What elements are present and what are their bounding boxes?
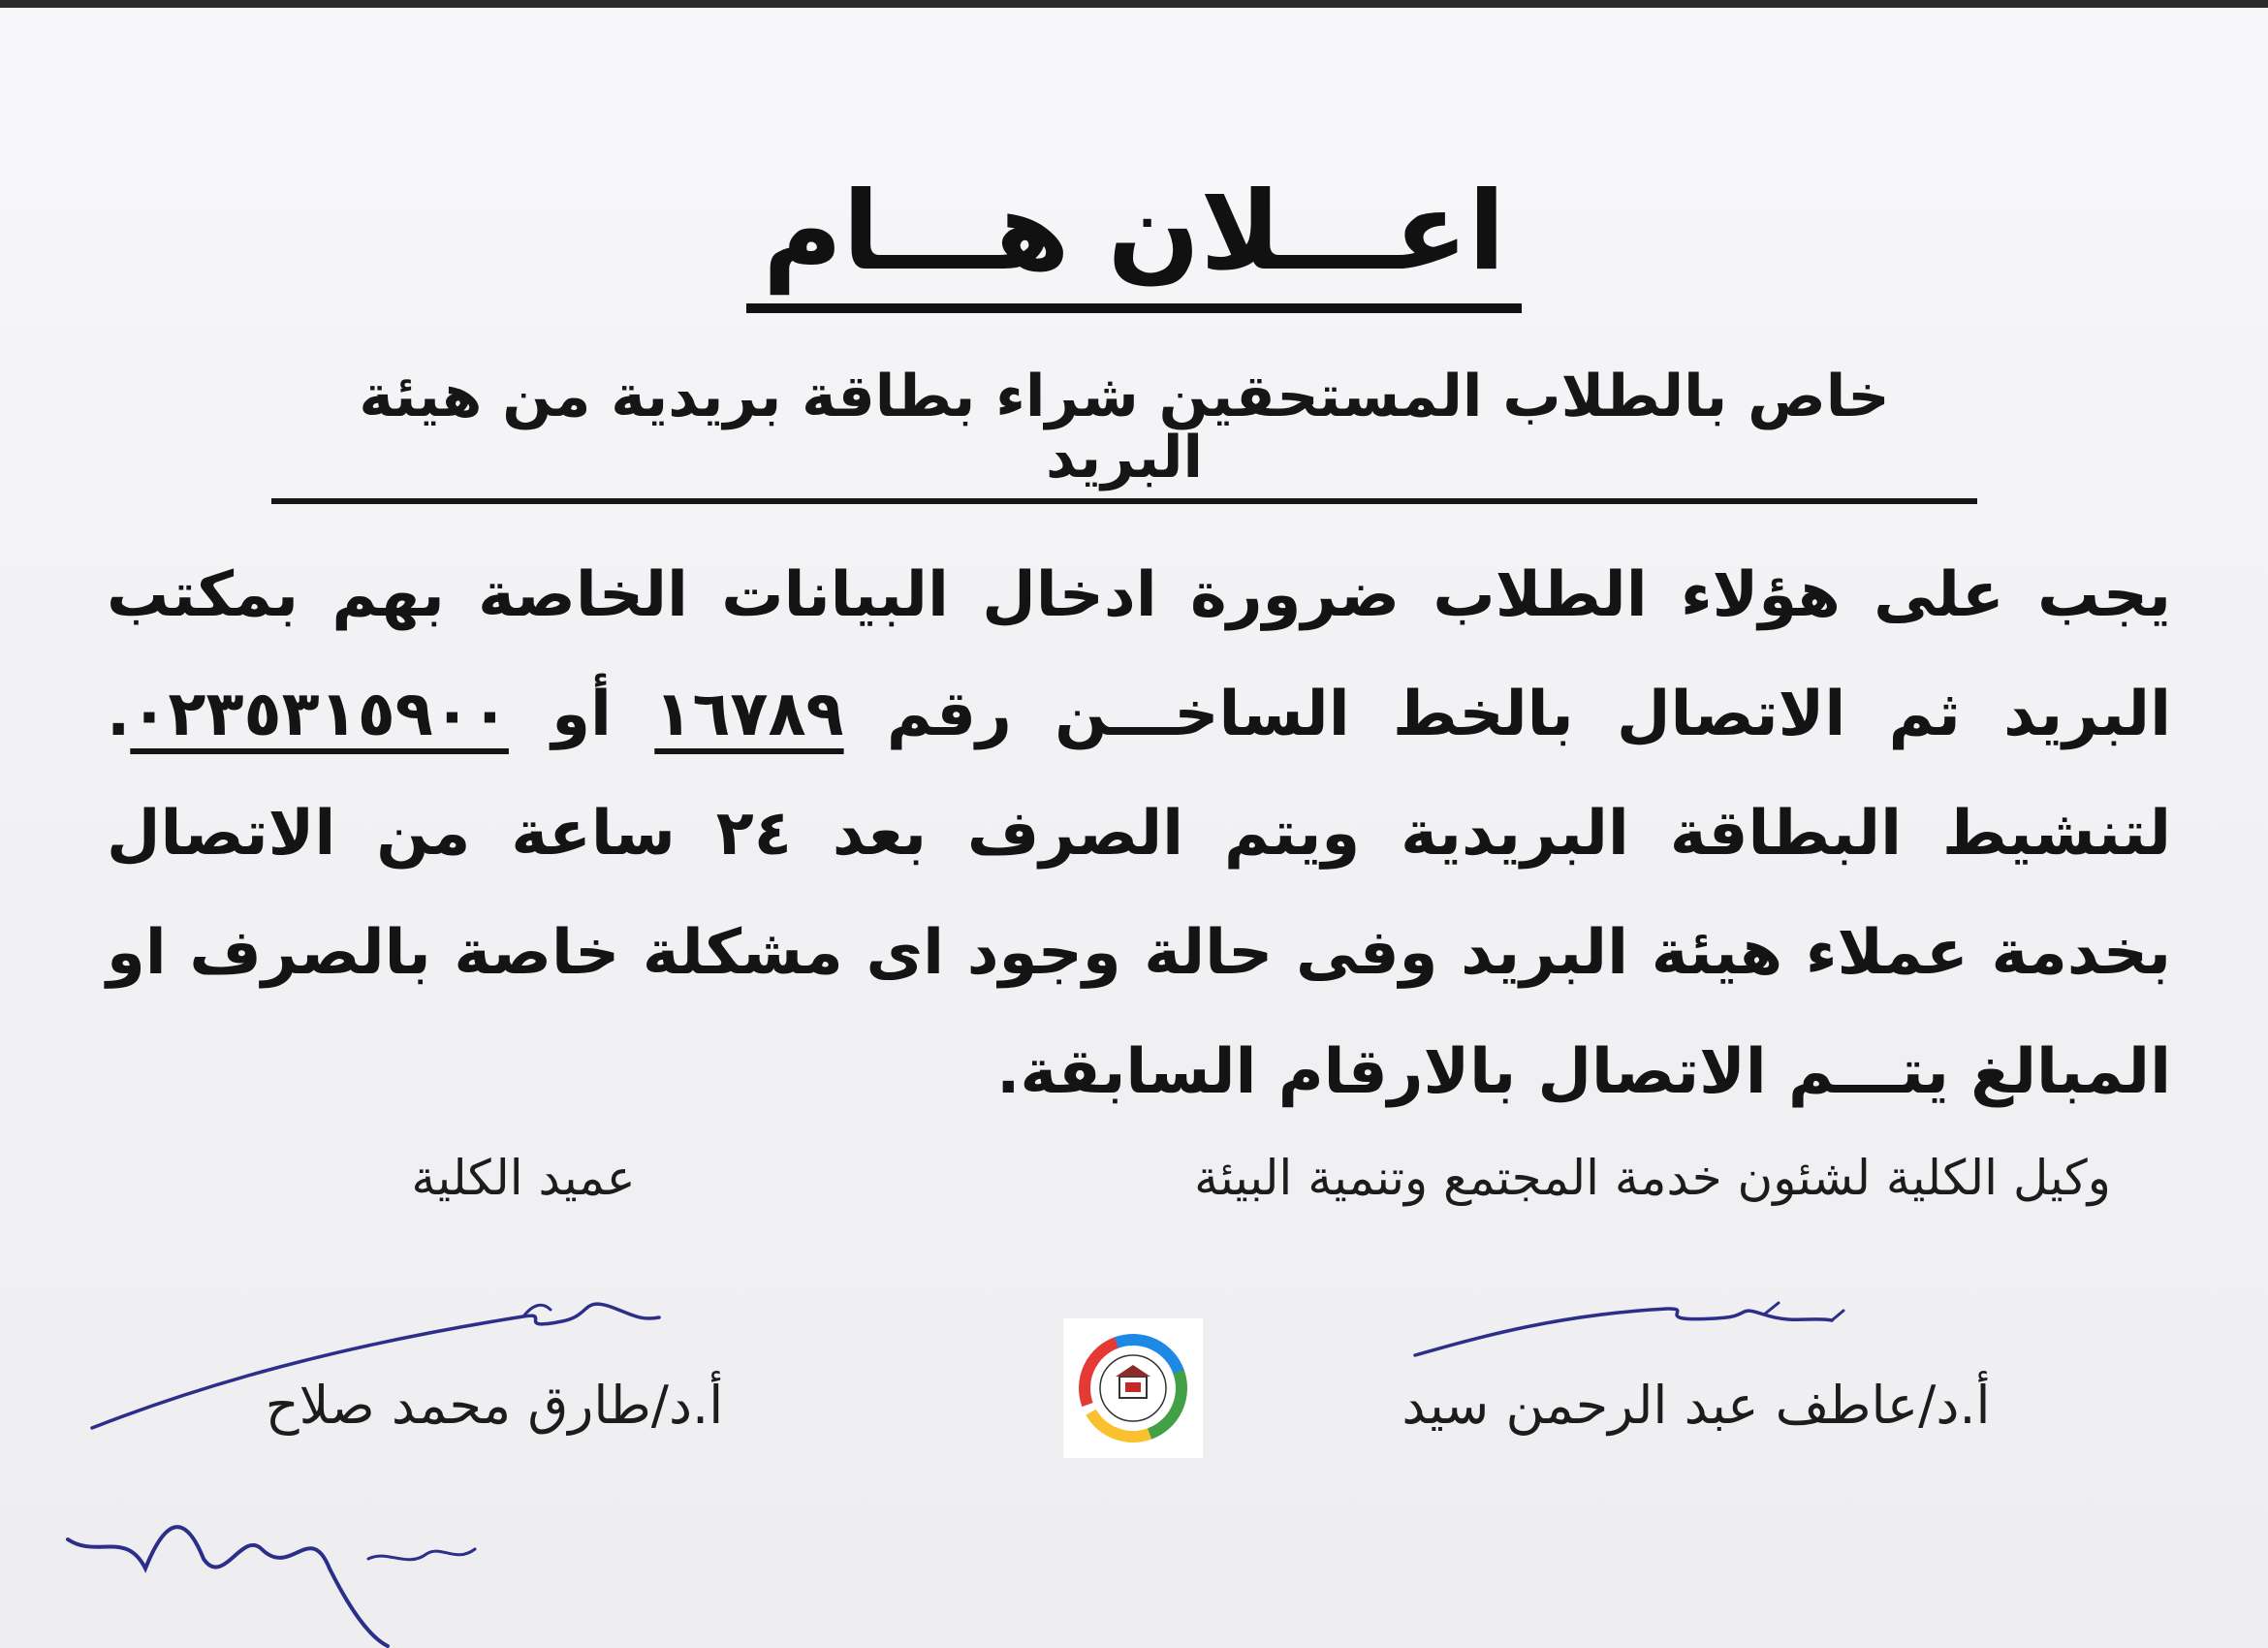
body-text-part2: . لتنشيط البطاقة البريدية ويتم الصرف بعد ٢٤ ساعة من الاتصال بخدمة عملاء هيئة البريد وفى حالة وجود اى مشكلة خاصة بالصرف او المبالغ يتـــم الاتصال بالارقام السابقة. xyxy=(107,679,2172,1108)
announcement-sheet xyxy=(0,8,2268,1648)
college-emblem-icon xyxy=(1063,1318,1203,1458)
dean-title: عميد الكلية xyxy=(411,1150,636,1206)
announcement-title: اعـــلان هـــام xyxy=(746,177,1522,313)
vice-dean-title: وكيل الكلية لشئون خدمة المجتمع وتنمية البيئة xyxy=(1194,1150,2111,1206)
or-word: أو xyxy=(508,679,655,750)
dean-name: أ.د/طارق محمد صلاح xyxy=(265,1375,724,1436)
body-text-part1: يجب على هؤلاء الطلاب ضرورة ادخال البيانات الخاصة بهم بمكتب البريد ثم الاتصال بالخط الساخـــن رقم xyxy=(107,559,2171,750)
phone-number: ٠٢٣٥٣١٥٩٠٠ xyxy=(130,679,509,750)
handwritten-mark-icon xyxy=(58,1501,485,1648)
vice-dean-name: أ.د/عاطف عبد الرحمن سيد xyxy=(1402,1375,1991,1436)
vice-dean-signature-icon xyxy=(1405,1297,1871,1375)
announcement-body xyxy=(107,536,2171,1132)
announcement-subtitle: خاص بالطلاب المستحقين شراء بطاقة بريدية من هيئة البريد xyxy=(271,366,1977,504)
hotline-number: ١٦٧٨٩ xyxy=(654,679,844,750)
college-logo xyxy=(1063,1318,1203,1458)
